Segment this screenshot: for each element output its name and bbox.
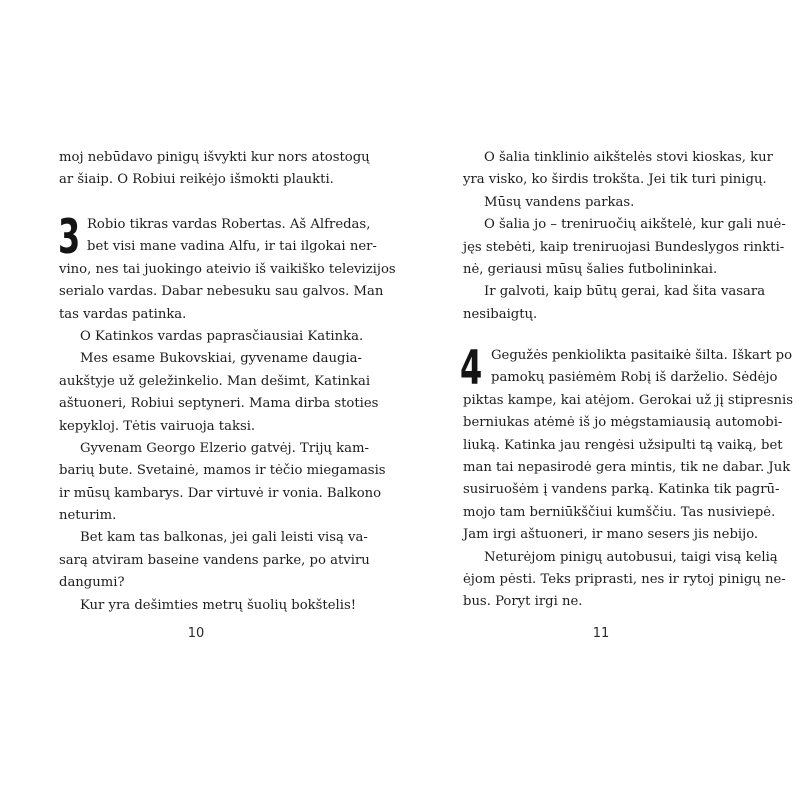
- text-line: sarą atviram baseine vandens parke, po atviru: [59, 552, 370, 568]
- text-line: piktas kampe, kai atėjom. Gerokai už jį stipresnis: [463, 392, 793, 408]
- text-line: dangumi?: [59, 575, 125, 591]
- text-line: O šalia jo – treniruočių aikštelė, kur gali nuė-: [484, 217, 786, 233]
- chapter-number-dropcap: 3: [58, 210, 80, 265]
- text-line: susiruošėm į vandens parką. Katinka tik pagrū-: [463, 482, 780, 498]
- text-line: neturim.: [59, 508, 117, 524]
- text-line: barių bute. Svetainė, mamos ir tėčio miegamasis: [59, 463, 386, 479]
- text-line: vino, nes tai juokingo ateivio iš vaikiško televizijos: [59, 261, 396, 277]
- text-line: moj nebūdavo pinigų išvykti kur nors atostogų: [59, 150, 370, 165]
- text-line: man tai nepasirodė gera mintis, tik ne dabar. Juk: [463, 459, 791, 475]
- text-line: ir mūsų kambarys. Dar virtuvė ir vonia. Balkono: [59, 485, 382, 501]
- text-line: kepykloj. Tėtis vairuoja taksi.: [59, 418, 256, 434]
- page-number-left: 10: [187, 626, 205, 641]
- text-line: serialo vardas. Dabar nebesuku sau galvos. Man: [59, 284, 384, 300]
- text-line: ar šiaip. O Robiui reikėjo išmokti plaukti.: [59, 172, 334, 188]
- text-line: tas vardas patinka.: [59, 306, 187, 322]
- text-line: nė, geriausi mūsų šalies futbolininkai.: [463, 261, 718, 277]
- text-line: O Katinkos vardas paprasčiausiai Katinka.: [80, 328, 364, 344]
- text-line: bet visi mane vadina Alfu, ir tai ilgokai ner-: [87, 239, 377, 255]
- text-line: aštuoneri, Robiui septyneri. Mama dirba stoties: [59, 396, 379, 412]
- text-line: Robio tikras vardas Robertas. Aš Alfredas,: [87, 217, 371, 232]
- right-block-2: [463, 345, 793, 614]
- text-line: Gyvenam Georgo Elzerio gatvėj. Trijų kam-: [80, 440, 369, 456]
- text-line: mojo tam berniūkščiui kumščiu. Tas nusiviepė.: [463, 504, 776, 520]
- text-line: Mūsų vandens parkas.: [484, 194, 635, 210]
- text-line: Jam irgi aštuoneri, ir mano sesers jis nebijo.: [463, 527, 759, 543]
- text-line: Gegužės penkiolikta pasitaikė šilta. Iškart po: [491, 348, 793, 363]
- text-line: berniukas atėmė iš jo mėgstamiausią automobi-: [463, 415, 783, 431]
- text-line: liuką. Katinka jau rengėsi užsipulti tą vaiką, bet: [463, 437, 783, 453]
- text-line: jęs stebėti, kaip treniruojasi Bundeslygos rinkti-: [463, 239, 785, 255]
- text-line: aukštyje už geležinkelio. Man dešimt, Katinkai: [59, 373, 371, 389]
- text-line: Mes esame Bukovskiai, gyvename daugia-: [80, 351, 362, 367]
- page-number-right: 11: [592, 626, 610, 641]
- text-line: Ir galvoti, kaip būtų gerai, kad šita vasara: [484, 284, 766, 300]
- right-block-1: [463, 147, 786, 326]
- text-line: yra visko, ko širdis trokšta. Jei tik turi pinigų.: [463, 172, 767, 188]
- text-line: bus. Poryt irgi ne.: [463, 594, 583, 610]
- text-line: Neturėjom pinigų autobusui, taigi visą kelią: [484, 549, 778, 565]
- chapter-number-dropcap: 4: [460, 341, 482, 396]
- text-line: ėjom pėsti. Teks priprasti, nes ir rytoj pinigų ne-: [463, 571, 786, 587]
- text-line: Kur yra dešimties metrų šuolių bokštelis!: [80, 597, 357, 613]
- text-line: pamokų pasiėmėm Robį iš darželio. Sėdėjo: [491, 370, 778, 386]
- text-line: O šalia tinklinio aikštelės stovi kioskas, kur: [484, 150, 773, 165]
- text-line: Bet kam tas balkonas, jei gali leisti visą va-: [80, 530, 368, 546]
- text-line: nesibaigtų.: [463, 306, 538, 322]
